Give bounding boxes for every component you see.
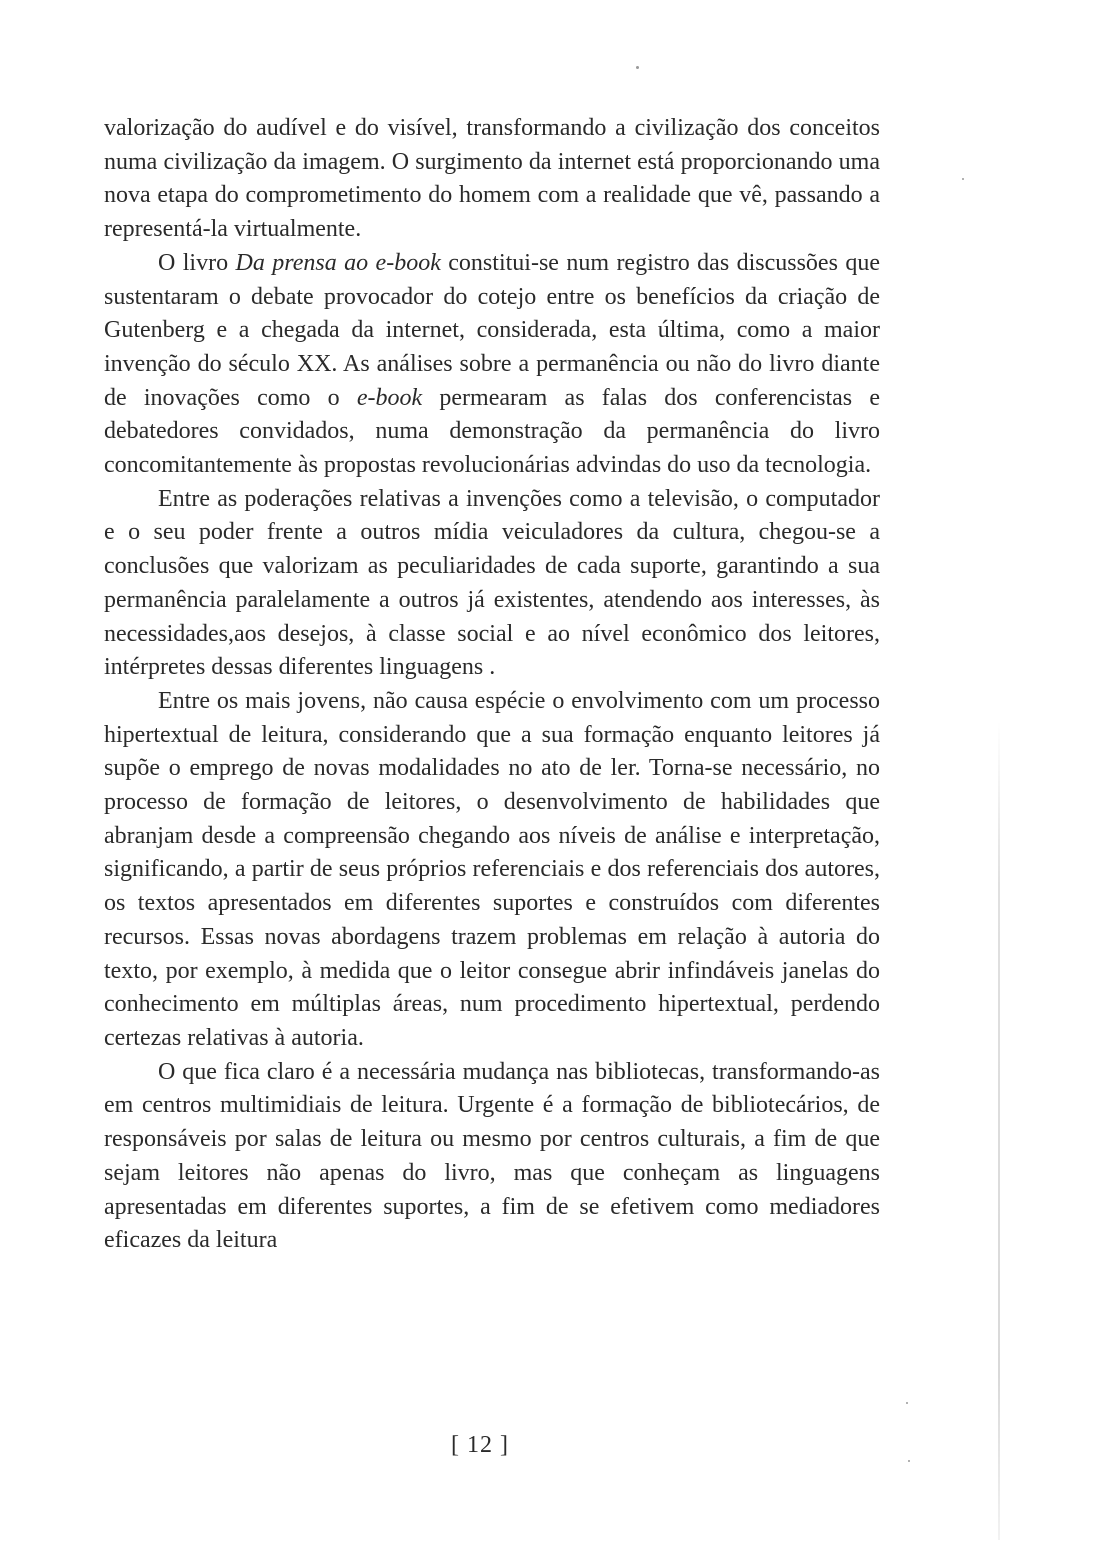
scan-speck	[962, 178, 964, 180]
paragraph	[104, 685, 880, 1056]
page-number: [ 12 ]	[451, 1432, 509, 1458]
scan-speck	[636, 66, 639, 69]
text-run: O livro	[158, 249, 236, 276]
italic-title: e-book	[356, 384, 423, 411]
body-text	[104, 112, 880, 1258]
scan-edge-line	[998, 720, 1000, 1540]
text-run: Entre as poderações relativas a invenções como a televisão, o computador e o seu poder frente a outros mídia veiculadores da cultura, chegou-se a conclusões que valorizam as peculiaridades de cada suporte, garantindo a sua permanência paralelamente a outros já existentes, atendendo aos interesses, às necessidades,aos desejos, à classe social e ao nível econômico dos leitores, intérpretes dessas diferentes linguagens .	[104, 485, 880, 681]
text-run: permearam as falas dos conferencistas e debatedores convidados, numa demonstração da permanência do livro concomitantemente às propostas revolucionárias advindas do uso da tecnologia.	[104, 384, 881, 479]
scan-speck	[908, 1460, 910, 1462]
text-run: O que fica claro é a necessária mudança nas bibliotecas, transformando-as em centros multimidiais de leitura. Urgente é a formação de bibliotecários, de responsáveis por salas de leitura ou mesmo por centros culturais, a fim de que sejam leitores não apenas do livro, mas que conheçam as linguagens apresentadas em diferentes suportes, a fim de se efetivem como mediadores eficazes da leitura	[104, 1058, 880, 1254]
text-run: Entre os mais jovens, não causa espécie o envolvimento com um processo hipertextual de leitura, considerando que a sua formação enquanto leitores já supõe o emprego de novas modalidades no ato de ler. Torna-se necessário, no processo de formação de leitores, o desenvolvimento de habilidades que abranjam desde a compreensão chegando aos níveis de análise e interpretação, significando, a partir de seus próprios referenciais e dos referenciais dos autores, os textos apresentados em diferentes suportes e construídos com diferentes recursos. Essas novas abordagens trazem problemas em relação à autoria do texto, por exemplo, à medida que o leitor consegue abrir infindáveis janelas do conhecimento em múltiplas áreas, num procedimento hipertextual, perdendo certezas relativas à autoria.	[104, 687, 880, 1051]
text-run: valorização do audível e do visível, transformando a civilização dos conceitos numa civilização da imagem. O surgimento da internet está proporcionando uma nova etapa do comprometimento do homem com a realidade que vê, passando a representá-la virtualmente.	[104, 115, 880, 243]
italic-title: Da prensa ao e-book	[235, 249, 441, 276]
paragraph	[104, 483, 880, 685]
paragraph	[104, 1056, 880, 1258]
scan-speck	[906, 1402, 908, 1404]
paragraph	[104, 247, 880, 483]
paragraph	[104, 112, 880, 247]
text-run: constitui-se num registro das discussões que sustentaram o debate provocador do cotejo entre os benefícios da criação de Gutenberg e a chegada da internet, considerada, esta última, como a maior invenção do século XX. As análises sobre a permanência ou não do livro diante de inovações como o	[104, 249, 880, 411]
